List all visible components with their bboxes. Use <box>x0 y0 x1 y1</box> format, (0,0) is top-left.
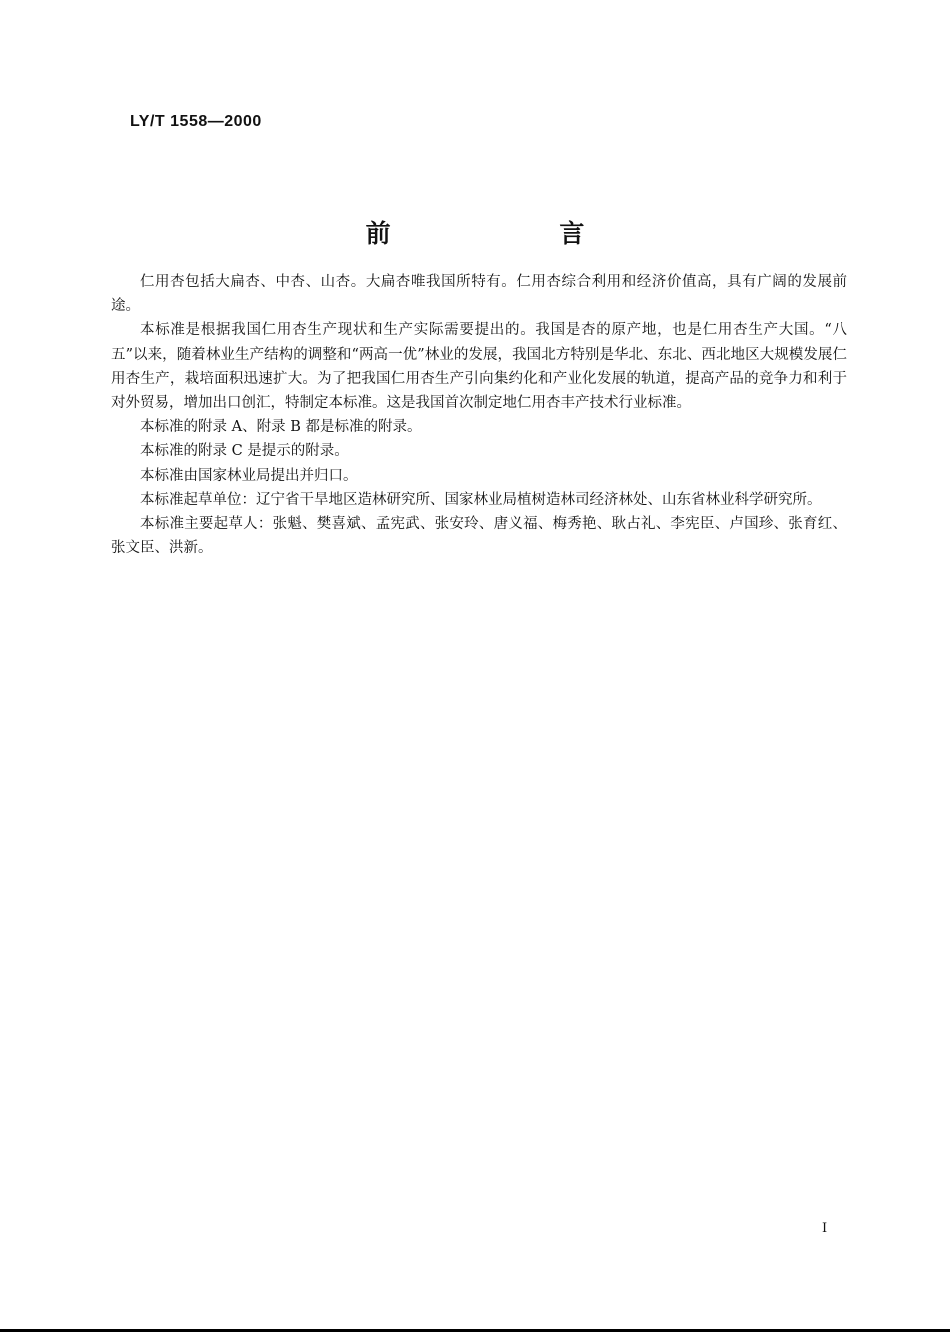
paragraph: 本标准起草单位：辽宁省干旱地区造林研究所、国家林业局植树造林司经济林处、山东省林业科学研究所。 <box>140 491 822 508</box>
page-title: 前 言 <box>365 219 665 248</box>
paragraph: 本标准是根据我国仁用杏生产现状和生产实际需要提出的。我国是杏的原产地，也是仁用杏生产大国。“八五”以来，随着林业生产结构的调整和“两高一优”林业的发展，我国北方特别是华北、东北、西北地区大规模发展仁用杏生产，栽培面积迅速扩大。为了把我国仁用杏生产引向集约化和产业化发展的轨道，提高产品的竞争力和利于对外贸易，增加出口创汇，特制定本标准。这是我国首次制定地仁用杏丰产技术行业标准。 <box>111 322 847 412</box>
bottom-divider <box>0 1329 950 1332</box>
paragraph: 本标准的附录 C 是提示的附录。 <box>140 443 349 460</box>
paragraph: 本标准的附录 A、附录 B 都是标准的附录。 <box>140 419 422 436</box>
foreword-body <box>111 270 847 560</box>
paragraph: 仁用杏包括大扁杏、中杏、山杏。大扁杏唯我国所特有。仁用杏综合利用和经济价值高，具有广阔的发展前途。 <box>111 274 847 315</box>
standard-code: LY/T 1558—2000 <box>130 113 262 130</box>
paragraph: 本标准由国家林业局提出并归口。 <box>140 467 358 484</box>
page-number: I <box>822 1221 828 1236</box>
paragraph: 本标准主要起草人：张魁、樊喜斌、孟宪武、张安玲、唐义福、梅秀艳、耿占礼、李宪臣、卢国珍、张育红、张文臣、洪新。 <box>111 516 847 557</box>
